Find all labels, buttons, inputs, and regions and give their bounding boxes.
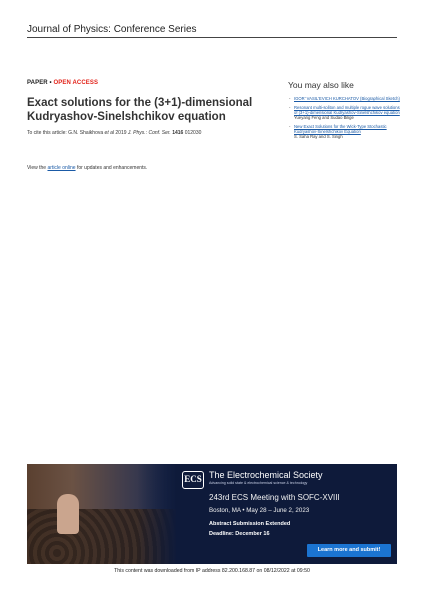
related-article-authors: S. Saha Ray and S. Singh [294,134,343,139]
related-article-link[interactable]: New Exact Solutions for the Wick-Type Stochastic Kudryashov-Sinelshchikov Equation [294,124,387,134]
view-online-line [27,165,147,171]
submission-deadline: Deadline: December 16 [209,531,270,537]
open-access-badge: OPEN ACCESS [53,80,99,86]
journal-name: Journal of Physics: Conference Series [27,24,197,35]
learn-more-button[interactable]: Learn more and submit! [307,544,391,557]
ecs-tagline: Advancing solid state & electrochemical science & technology [209,481,308,485]
related-article-item [289,124,404,139]
view-online-after: for updates and enhancements. [75,165,148,171]
citation-etal: et al [104,130,114,136]
photo-fade [137,464,177,564]
speaker-image [57,494,79,534]
citation-prefix: To cite this article: G.N. Shaikhova [27,130,105,136]
ecs-logo: ECS [182,471,204,489]
list-bullet: - [289,105,291,110]
related-article-item [289,96,404,101]
label-separator: • [49,80,52,86]
citation-line [27,130,267,136]
citation-article-number: 012030 [183,130,202,136]
related-article-item [289,105,404,120]
view-online-before: View the [27,165,48,171]
conference-photo [27,464,177,564]
header-divider [27,37,397,38]
citation-year: 2019 [114,130,128,136]
article-online-link[interactable]: article online [47,165,76,171]
ecs-advertisement-banner[interactable] [27,464,397,564]
abstract-submission-notice: Abstract Submission Extended [209,521,291,527]
download-footer: This content was downloaded from IP address 82.200.168.87 on 08/12/2022 at 09:50 [114,568,310,574]
citation-journal: J. Phys.: Conf. Ser. [127,130,171,136]
related-articles-list [289,96,404,143]
list-bullet: - [289,124,291,129]
meeting-title: 243rd ECS Meeting with SOFC-XVIII [209,493,340,502]
paper-label [27,80,98,86]
paper-type: PAPER [27,80,48,86]
citation-volume: 1416 [172,130,184,136]
related-heading: You may also like [288,80,354,90]
related-article-authors: Yueyang Feng and Sudao Bilige [294,115,354,120]
meeting-location-dates: Boston, MA • May 28 – June 2, 2023 [209,507,310,514]
ecs-organization-name: The Electrochemical Society [209,470,323,480]
list-bullet: - [289,96,291,101]
related-article-link[interactable]: IGOR' VASIL'EVICH KURCHATOV (Biographical Sketch) [294,96,400,101]
related-article-link[interactable]: Resonant multi-soliton and multiple rogue wave solutions of (3+1)-dimensional Kudryashov-Sinelshchikov equation [294,105,400,115]
article-title: Exact solutions for the (3+1)-dimensional Kudryashov-Sinelshchikov equation [27,97,253,123]
